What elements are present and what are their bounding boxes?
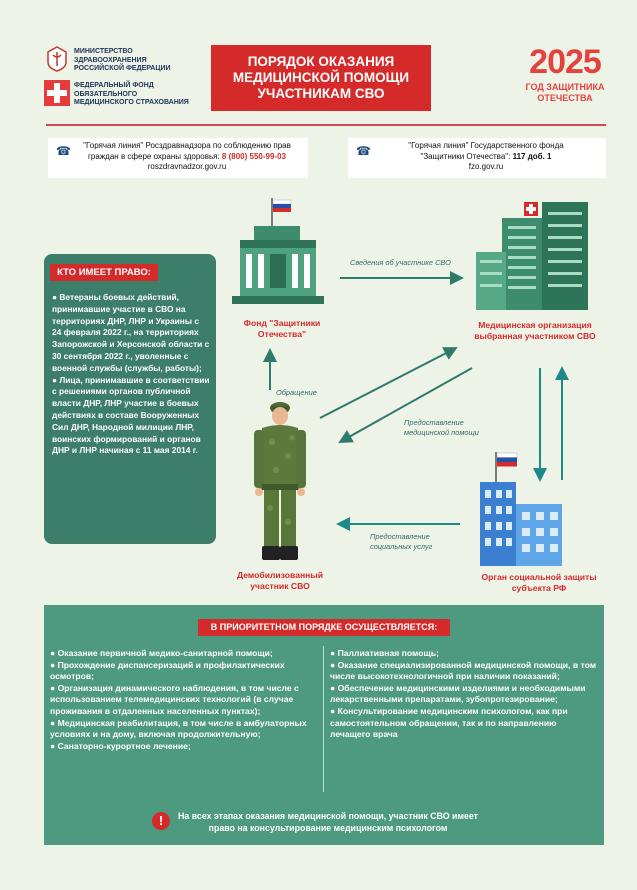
arrow-appeal-label: Обращение bbox=[276, 388, 317, 397]
hotline-phone: 8 (800) 550-99-03 bbox=[221, 151, 286, 161]
warning-icon: ! bbox=[152, 812, 170, 830]
ministry-name: МИНИСТЕРСТВО ЗДРАВООХРАНЕНИЯ РОССИЙСКОЙ ФЕДЕРАЦИИ bbox=[74, 48, 171, 72]
phone-icon: ☎ bbox=[56, 144, 71, 158]
list-item: ● Паллиативная помощь; bbox=[330, 648, 439, 658]
social-org-label: Орган социальной защиты субъекта РФ bbox=[481, 572, 597, 593]
list-item: ● Оказание специализированной медицинской помощи, в том числе высокотехнологичной при наличии показаний; bbox=[330, 659, 597, 682]
soldier-label: Демобилизованный участник СВО bbox=[237, 570, 323, 591]
arrow-appeal-medical bbox=[320, 348, 456, 418]
hotline-site[interactable]: roszdravnadzor.gov.ru bbox=[147, 162, 227, 171]
hotline-text: граждан в сфере охраны здоровья: bbox=[88, 151, 222, 161]
arrow-info-label: Сведения об участнике СВО bbox=[350, 258, 451, 267]
priority-list-right bbox=[330, 648, 598, 741]
fund-label: Фонд "Защитники Отечества" bbox=[243, 318, 321, 339]
page-title: ПОРЯДОК ОКАЗАНИЯ МЕДИЦИНСКОЙ ПОМОЩИ УЧАСТНИКАМ СВО bbox=[211, 45, 431, 111]
arrow-social-label: Предоставление социальных услуг bbox=[370, 532, 433, 551]
priority-title: В ПРИОРИТЕТНОМ ПОРЯДКЕ ОСУЩЕСТВЛЯЕТСЯ: bbox=[198, 619, 450, 636]
hotline-text: "Защитники Отечества": bbox=[420, 151, 513, 161]
list-item: ● Санаторно-курортное лечение; bbox=[50, 740, 191, 751]
list-item: ● Консультирование медицинским психологом, как при самостоятельном обращении, так и по направлению лечащего врача bbox=[330, 705, 568, 740]
list-item: ● Медицинская реабилитация, в том числе в амбулаторных условиях и на дому, включая продолжительную; bbox=[50, 717, 307, 740]
hotline-site[interactable]: fzo.gov.ru bbox=[468, 162, 504, 171]
fund-name: ФЕДЕРАЛЬНЫЙ ФОНД ОБЯЗАТЕЛЬНОГО МЕДИЦИНСКОГО СТРАХОВАНИЯ bbox=[74, 82, 189, 106]
arrow-medical-label: Предоставление медицинской помощи bbox=[404, 418, 479, 437]
year-subtitle: ГОД ЗАЩИТНИКА ОТЕЧЕСТВА bbox=[525, 82, 605, 103]
eligibility-title: КТО ИМЕЕТ ПРАВО: bbox=[50, 264, 158, 281]
medical-org-label: Медицинская организация выбранная участником СВО bbox=[474, 320, 596, 341]
eligibility-item: ● Ветераны боевых действий, принимавшие участие в СВО на территориях ДНР, ЛНР и Украины с 24 февраля 2022 г., на территориях Запорожской и Херсонской области с 30 сентября 2022 г., уволенные с военной службы (службы, работы); bbox=[52, 292, 210, 373]
notice-text: На всех этапах оказания медицинской помощи, участник СВО имеет право на консультирование медицинским психологом bbox=[178, 811, 478, 833]
hotline-phone: 117 доб. 1 bbox=[512, 151, 552, 161]
list-item: ● Прохождение диспансеризаций и профилактических осмотров; bbox=[50, 659, 285, 682]
eligibility-item: ● Лица, принимавшие в соответствии с решениями органов публичной власти ДНР, ЛНР участие в боевых действиях в составе Вооруженных Сил ДНР, Народной милиции ЛНР, воинских формирований и органов ДНР и ЛНР начиная с 11 мая 2014 г. bbox=[52, 374, 210, 456]
column-divider bbox=[323, 646, 324, 792]
phone-icon: ☎ bbox=[356, 144, 371, 158]
list-item: ● Организация динамического наблюдения, в том числе с использованием телемедицинских технологий (в случае проживания в отдаленных населенных пунктах); bbox=[50, 682, 299, 716]
list-item: ● Обеспечение медицинскими изделиями и необходимыми лекарственными препаратами, зубопротезирование; bbox=[330, 682, 586, 705]
year: 2025 bbox=[529, 43, 601, 81]
list-item: ● Оказание первичной медико-санитарной помощи; bbox=[50, 648, 273, 658]
hotline-text: "Горячая линия" Росздравнадзора по соблюдению прав bbox=[83, 141, 291, 150]
hotline-text: "Горячая линия" Государственного фонда bbox=[408, 141, 564, 150]
priority-list-left bbox=[50, 648, 318, 752]
